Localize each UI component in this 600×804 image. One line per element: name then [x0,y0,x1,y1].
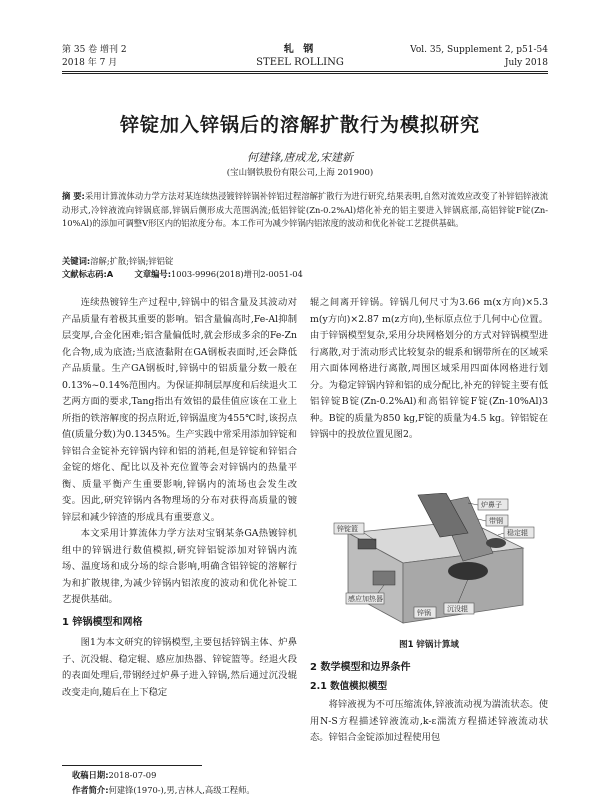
paper-title: 锌锭加入锌锅后的溶解扩散行为模拟研究 [119,114,480,136]
right-para-1: 辊之间离开锌锅。锌锅几何尺寸为3.66 m(x方向)×5.3 m(y方向)×2.87 m(z方向),坐标原点位于几何中心位置。由于锌锅模型复杂,采用分块网格划分的方式对锌锅模型进行离散,对于流动形式比较复杂的辊系和钢带所在的区域采用六面体网格进行离散,周围区域采用四面体网格进行划分。为稳定锌锅内锌和铝的成分配比,补充的锌锭主要有低铝锌锭B锭(Zn-0.2%Al)和高铝锌锭F锭(Zn-10%Al)3种。B锭的质量为850 kg,F锭的质量为4.5 kg。锌铝锭在锌锅中的投放位置见图2。 [310,297,548,440]
label-ingot-basket: 锌锭篮 [337,525,358,533]
received-label: 收稿日期: [72,770,109,780]
left-column [62,295,297,701]
keywords-label: 关键词: [62,256,91,266]
left-para-3: 图1为本文研究的锌锅模型,主要包括锌锅主体、炉鼻子、沉没辊、稳定辊、感应加热器、锌锭篮等。经退火段的表面处理后,带钢经过炉鼻子进入锌锅,然后通过沉没辊改变走向,随后在上下稳定 [62,637,297,698]
label-sink-roll: 沉没辊 [447,605,468,613]
journal-name-en: STEEL ROLLING [256,57,344,68]
keywords [62,255,548,267]
footnote-author [72,783,542,798]
left-para-2: 本文采用计算流体力学方法对宝钢某条GA热镀锌机组中的锌锅进行数值模拟,研究锌铝锭添加对锌锅内流场、温度场和成分场的综合影响,明确含铝锌锭的溶解行为和扩散规律,为减少锌锅内铝浓度的波动和优化补锭工艺提供基础。 [62,528,297,605]
author-bio: 何建锋(1970-),男,吉林人,高级工程师。 [108,785,255,795]
label-nose: 炉鼻子 [481,501,502,509]
journal-name: 轧 钢 [283,44,317,55]
journal-volume: 第 35 卷 增刊 2 [62,45,127,55]
section-1-title: 1 锌锅模型和网格 [62,616,143,628]
abstract [62,190,548,231]
left-para-1: 连续热镀锌生产过程中,锌锅中的铝含量及其波动对产品质量有着极其重要的影响。铝含量偏高时,Fe-Al抑制层变厚,合金化困难;铝含量偏低时,就会形成多余的Fe-Zn化合物,成为底渣;当底渣黏附在GA钢板表面时,还会降低产品质量。生产GA钢板时,锌锅中的铝质量分数一般在0.13%~0.14%范围内。为保证抑制层厚度和后续退火工艺两方面的要求,Tang指出有效铝的最佳值应该在工业上所指的铁溶解度的拐点附近,锌锅温度为455℃时,该拐点值(质量分数)为0.1345%。生产实践中常采用添加锌锭和锌铝合金锭补充锌锅内锌和铝的消耗,但是锌锭和锌铝合金锭的熔化、配比以及补充位置等会对锌锅内的热量平衡、质量平衡产生重要影响,锌锅内的流场也会发生改变。因此,研究锌锅内各物理场的分布对获得高质量的镀锌层和减少锌渣的形成具有重要意义。 [62,297,297,523]
article-id: 1003-9996(2018)增刊2-0051-04 [171,269,303,279]
received-date: 2018-07-09 [108,770,157,780]
paper-authors: 何建锋,唐成龙,宋建新 [247,151,353,164]
figure-1 [318,493,544,631]
article-meta [62,268,548,280]
basket-shape [358,539,376,549]
header-rule [62,71,548,72]
article-id-label: 文章编号: [134,269,172,279]
right-para-2: 将锌液视为不可压缩流体,锌液流动视为湍流状态。使用N-S方程描述锌液流动,k-ε湍流方程描述锌液流动状态。锌铝合金锭添加过程使用包 [310,699,548,743]
abstract-label: 摘 要: [62,191,85,201]
author-bio-label: 作者简介: [72,785,109,795]
label-heater: 感应加热器 [348,595,383,603]
strip-leader [478,519,486,521]
label-pot: 锌锅 [417,609,431,617]
label-stab-roll: 稳定辊 [507,529,528,537]
journal-volume-en: Vol. 35, Supplement 2, p51-54 [410,45,548,55]
footnote-rule [62,765,202,766]
right-column-bottom [310,660,548,747]
label-strip: 带钢 [489,517,503,525]
header-rule-2 [62,73,548,74]
footnote-received [72,768,542,783]
figure-1-caption: 图1 锌锅计算域 [399,640,459,650]
right-column-top [310,295,548,444]
sink-roll-shape [448,562,488,580]
heater-shape [373,571,395,585]
stab-roll-shape [486,538,506,548]
subsection-2-1-title: 2.1 数值模拟模型 [310,680,388,692]
abstract-text: 采用计算流体动力学方法对某连续热浸镀锌锌锅补锌铝过程溶解扩散行为进行研究,结果表明,自然对流效应改变了补锌铝锌液流动形式,冷锌液流向锌锅底部,锌锅后侧形成大范围涡流;低铝锌锭(Zn-0.2%Al)熔化补充的铝主要进入锌锅底部,高铝锌锭F锭(Zn-10%Al)的添加可调整V形区内的铝浓度分布。本工作可为减少锌锅内铝浓度的波动和优化补锭工艺提供基础。 [62,191,548,228]
stab-leader [498,533,504,535]
paper-affiliation: (宝山钢铁股份有限公司,上海 201900) [226,168,374,178]
journal-date-en: July 2018 [504,58,548,68]
section-2-title: 2 数学模型和边界条件 [310,662,411,673]
pot-model-figure [318,493,544,631]
clc-label: 文献标志码:A [62,269,114,279]
keywords-text: 溶解;扩散;锌锅;锌铝锭 [90,256,174,266]
journal-date: 2018 年 7 月 [62,58,118,68]
